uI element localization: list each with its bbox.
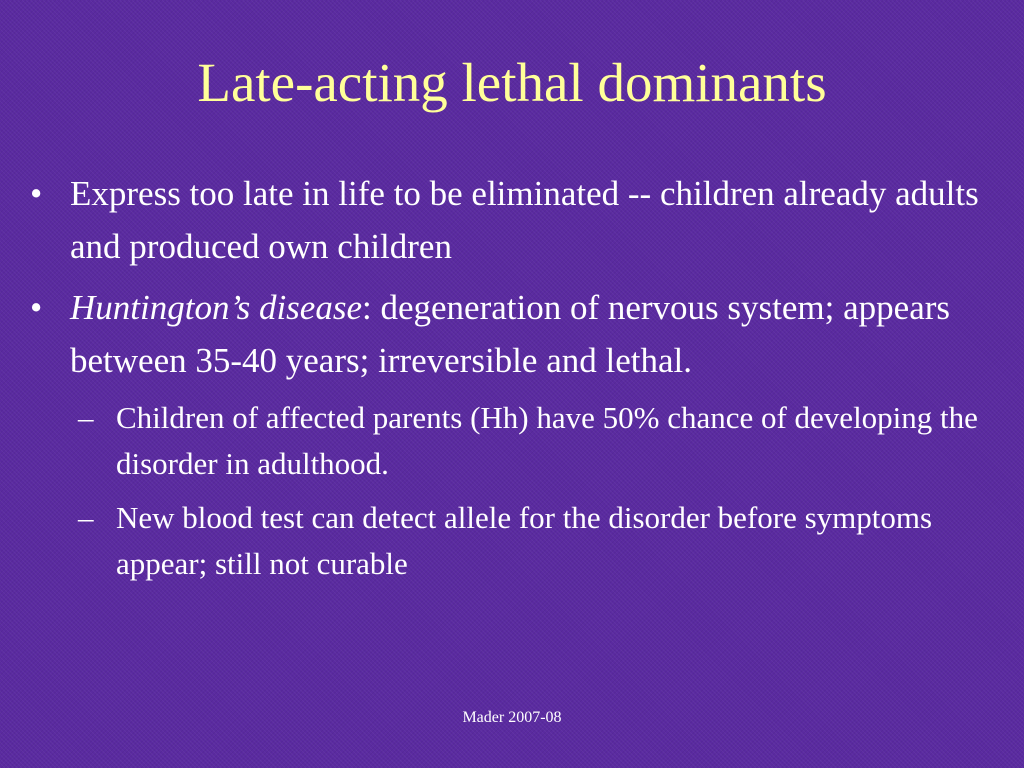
bullet-marker: • xyxy=(30,174,43,213)
bullet-item xyxy=(0,281,1024,387)
sub-bullet-text: Children of affected parents (Hh) have 50% chance of developing the disorder in adulthood. xyxy=(116,400,978,481)
bullet-marker: • xyxy=(30,288,43,327)
bullet-text: Express too late in life to be eliminated -- children already adults and produced own children xyxy=(70,174,979,266)
sub-bullet-text: New blood test can detect allele for the disorder before symptoms appear; still not curable xyxy=(116,500,933,581)
sub-bullet-marker: – xyxy=(78,500,94,535)
slide-title: Late-acting lethal dominants xyxy=(197,52,827,113)
slide-content xyxy=(0,167,1024,595)
slide-footer: Mader 2007-08 xyxy=(462,709,562,726)
bullet-text: : degeneration of nervous system; appears between 35-40 years; irreversible and lethal. xyxy=(70,288,951,380)
sub-bullet-item xyxy=(0,395,1024,487)
sub-bullet-item xyxy=(0,495,1024,587)
bullet-item xyxy=(0,167,1024,273)
sub-bullet-marker: – xyxy=(78,400,94,435)
bullet-emphasis: Huntington’s disease xyxy=(70,288,362,327)
